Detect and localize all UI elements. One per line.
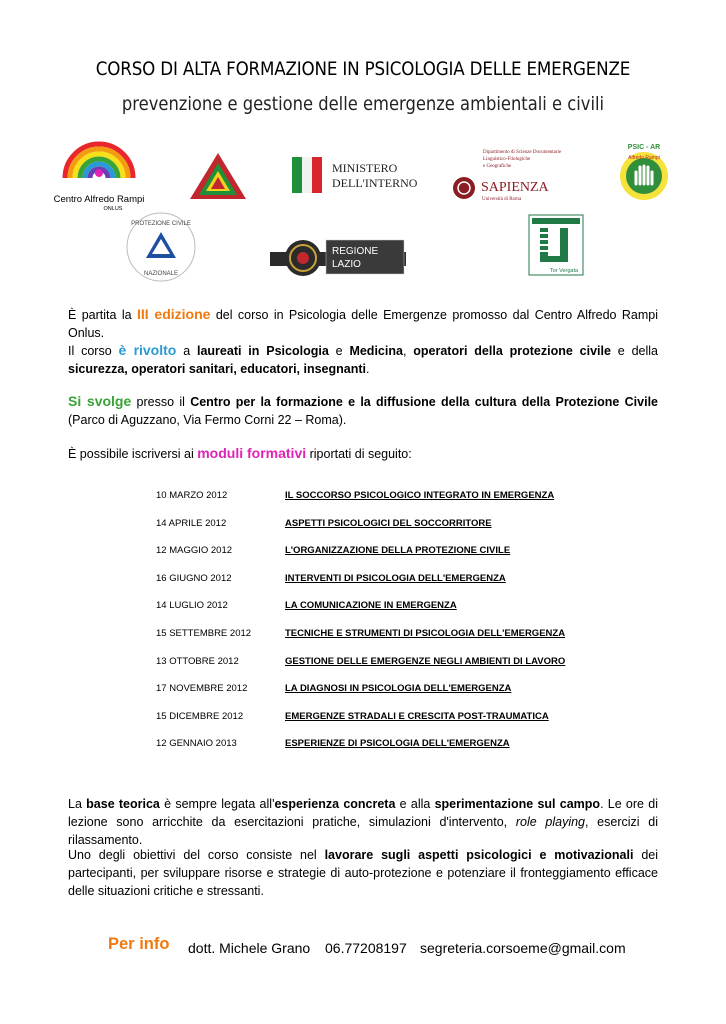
contact-footer xyxy=(108,935,688,962)
module-topic: L'ORGANIZZAZIONE DELLA PROTEZIONE CIVILE xyxy=(285,545,511,557)
sapienza-logo xyxy=(450,145,600,205)
intro-paragraph-1: È partita la III edizione del corso in Psicologia delle Emergenze promosso dal Centro Alfredo Rampi Onlus. xyxy=(68,306,659,340)
schedule-row xyxy=(156,628,596,656)
per-info-label: Per info xyxy=(108,935,170,953)
module-topic: GESTIONE DELLE EMERGENZE NEGLI AMBIENTI DI LAVORO xyxy=(285,655,566,667)
sapienza-name: SAPIENZA xyxy=(481,180,549,195)
ministero-line1: MINISTERO xyxy=(332,161,398,175)
psic-ar-label: PSIC - AR xyxy=(627,144,661,151)
schedule-row xyxy=(156,711,596,739)
closing-paragraph-2: Uno degli obiettivi del corso consiste nel lavorare sugli aspetti psicologici e motivazionali dei partecipanti, per sviluppare risorse e strategie di auto-protezione e potenziare il fronteggiamento efficace delle situazioni critiche e stressanti. xyxy=(68,848,659,898)
ministero-line2: DELL'INTERNO xyxy=(332,176,418,190)
module-topic: INTERVENTI DI PSICOLOGIA DELL'EMERGENZA xyxy=(285,572,506,584)
page-subtitle: prevenzione e gestione delle emergenze ambientali e civili xyxy=(121,93,605,115)
edition-highlight: III edizione xyxy=(136,306,211,322)
module-date: 15 DICEMBRE 2012 xyxy=(156,710,244,722)
sapienza-dept-2: Linguistico-Filologiche xyxy=(483,157,531,162)
module-topic: ESPERIENZE DI PSICOLOGIA DELL'EMERGENZA xyxy=(285,738,510,750)
protezione-ring-top: PROTEZIONE CIVILE xyxy=(131,221,191,227)
module-topic: LA COMUNICAZIONE IN EMERGENZA xyxy=(285,600,457,612)
schedule-row xyxy=(156,545,596,573)
intro-paragraph-2: Il corso è rivolto a laureati in Psicologia e Medicina, operatori della protezione civile e della sicurezza, operatori sanitari, educatori, insegnanti. xyxy=(68,342,658,376)
rivolto-highlight: è rivolto xyxy=(118,342,177,358)
triangle-emblem-logo xyxy=(187,150,249,202)
schedule-row xyxy=(156,490,596,518)
torvergata-label: Tor Vergata xyxy=(549,268,579,274)
centro-alfredo-rampi-logo xyxy=(44,138,154,212)
schedule-row xyxy=(156,683,596,711)
closing-paragraph-1: La base teorica è sempre legata all'esperienza concreta e alla sperimentazione sul campo. Le ore di lezione sono arricchite da esercitazioni pratiche, simulazioni d'intervento, role playing, esercizi di rilassamento. xyxy=(68,797,658,847)
rampi-logo-text: Centro Alfredo Rampi xyxy=(53,194,145,205)
schedule-row xyxy=(156,656,596,684)
module-date: 16 GIUGNO 2012 xyxy=(156,572,232,584)
module-topic: IL SOCCORSO PSICOLOGICO INTEGRATO IN EMERGENZA xyxy=(285,490,555,501)
module-date: 15 SETTEMBRE 2012 xyxy=(156,627,252,639)
contact-email[interactable]: segreteria.corsoeme@gmail.com xyxy=(420,940,626,956)
module-date: 12 GENNAIO 2013 xyxy=(156,738,237,750)
protezione-civile-logo xyxy=(124,210,198,284)
module-date: 10 MARZO 2012 xyxy=(156,490,228,501)
regione-line1: REGIONE xyxy=(332,246,379,257)
psic-ar-ring: Alfredo Rampi xyxy=(628,155,660,161)
sapienza-dept-1: Dipartimento di Scienze Documentarie xyxy=(483,150,562,155)
ministero-interno-logo xyxy=(290,155,430,195)
sapienza-dept-3: e Geografiche xyxy=(483,164,512,169)
module-topic: EMERGENZE STRADALI E CRESCITA POST-TRAUMATICA xyxy=(285,710,549,722)
schedule-row xyxy=(156,738,596,766)
schedule-row xyxy=(156,518,596,546)
contact-name: dott. Michele Grano xyxy=(188,940,311,956)
schedule-row xyxy=(156,600,596,628)
module-date: 17 NOVEMBRE 2012 xyxy=(156,683,248,695)
contact-phone[interactable]: 06.77208197 xyxy=(325,940,407,956)
intro-paragraph-4: È possibile iscriversi ai moduli formativi riportati di seguito: xyxy=(68,445,412,461)
modules-schedule xyxy=(156,490,596,766)
moduli-highlight: moduli formativi xyxy=(197,445,307,461)
module-date: 14 LUGLIO 2012 xyxy=(156,600,228,612)
protezione-ring-bottom: NAZIONALE xyxy=(143,271,179,277)
sapienza-sub: Università di Roma xyxy=(482,197,522,202)
module-topic: ASPETTI PSICOLOGICI DEL SOCCORRITORE xyxy=(285,517,492,529)
si-svolge-highlight: Si svolge xyxy=(68,393,132,409)
regione-lazio-logo xyxy=(270,234,406,280)
module-topic: LA DIAGNOSI IN PSICOLOGIA DELL'EMERGENZA xyxy=(285,683,512,695)
intro-paragraph-3: Si svolge presso il Centro per la formazione e la diffusione della cultura della Protezione Civile (Parco di Aguzzano, Via Fermo Corni 22 – Roma). xyxy=(68,393,659,427)
module-date: 12 MAGGIO 2012 xyxy=(156,545,233,557)
psic-ar-logo xyxy=(612,140,676,204)
rampi-logo-subtext: ONLUS xyxy=(103,206,123,212)
module-date: 14 APRILE 2012 xyxy=(156,517,227,529)
regione-line2: LAZIO xyxy=(332,259,361,270)
module-topic: TECNICHE E STRUMENTI DI PSICOLOGIA DELL'EMERGENZA xyxy=(285,627,566,639)
schedule-row xyxy=(156,573,596,601)
module-date: 13 OTTOBRE 2012 xyxy=(156,655,239,667)
tor-vergata-logo xyxy=(528,214,584,276)
page-title: CORSO DI ALTA FORMAZIONE IN PSICOLOGIA DELLE EMERGENZE xyxy=(95,58,631,80)
